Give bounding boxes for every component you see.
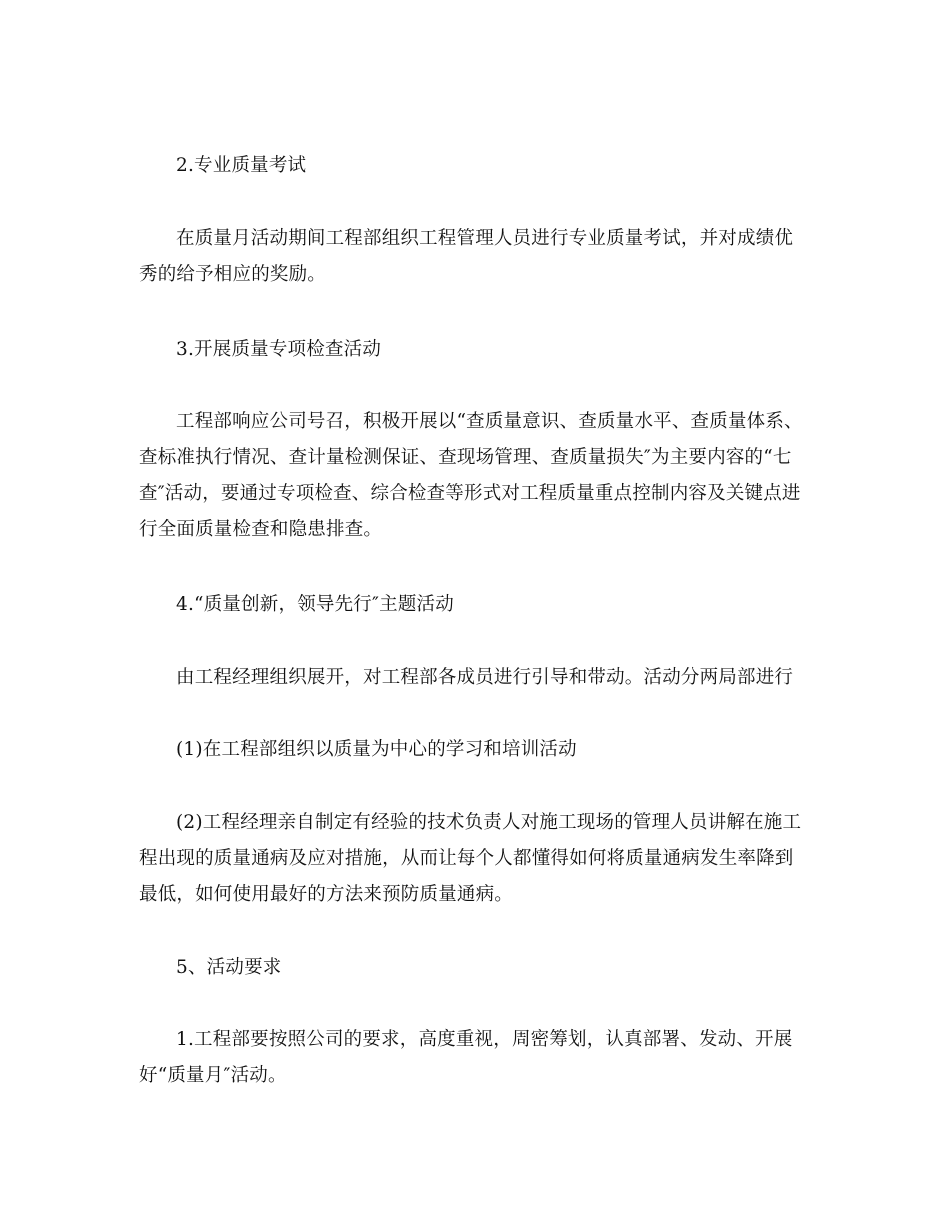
paragraph-requirement-1: 1.工程部要按照公司的要求，高度重视，周密筹划，认真部署、发动、开展好“质量月″活动。 xyxy=(139,1029,793,1086)
heading-professional-quality-exam: 2.专业质量考试 xyxy=(176,155,307,176)
paragraph-theme-activity-intro: 由工程经理组织展开，对工程部各成员进行引导和带动。活动分两局部进行 xyxy=(176,667,794,688)
paragraph-quality-exam-detail: 在质量月活动期间工程部组织工程管理人员进行专业质量考试，并对成绩优秀的给予相应的奖励。 xyxy=(139,228,794,285)
heading-theme-activity: 4.“质量创新，领导先行″主题活动 xyxy=(176,594,454,615)
heading-activity-requirements: 5、活动要求 xyxy=(176,957,282,978)
heading-special-inspection: 3.开展质量专项检查活动 xyxy=(176,339,382,360)
paragraph-seven-checks: 工程部响应公司号召，积极开展以“查质量意识、查质量水平、查质量体系、查标准执行情况、查计量检测保证、查现场管理、查质量损失″为主要内容的“七查″活动，要通过专项检查、综合检查等形式对工程质量重点控制内容及关键点进行全面质量检查和隐患排查。 xyxy=(139,411,803,540)
list-item-manager-lecture: (2)工程经理亲自制定有经验的技术负责人对施工现场的管理人员讲解在施工程出现的质量通病及应对措施，从而让每个人都懂得如何将质量通病发生率降到最低，如何使用最好的方法来预防质量通病。 xyxy=(139,812,802,905)
list-item-training: (1)在工程部组织以质量为中心的学习和培训活动 xyxy=(176,739,577,760)
